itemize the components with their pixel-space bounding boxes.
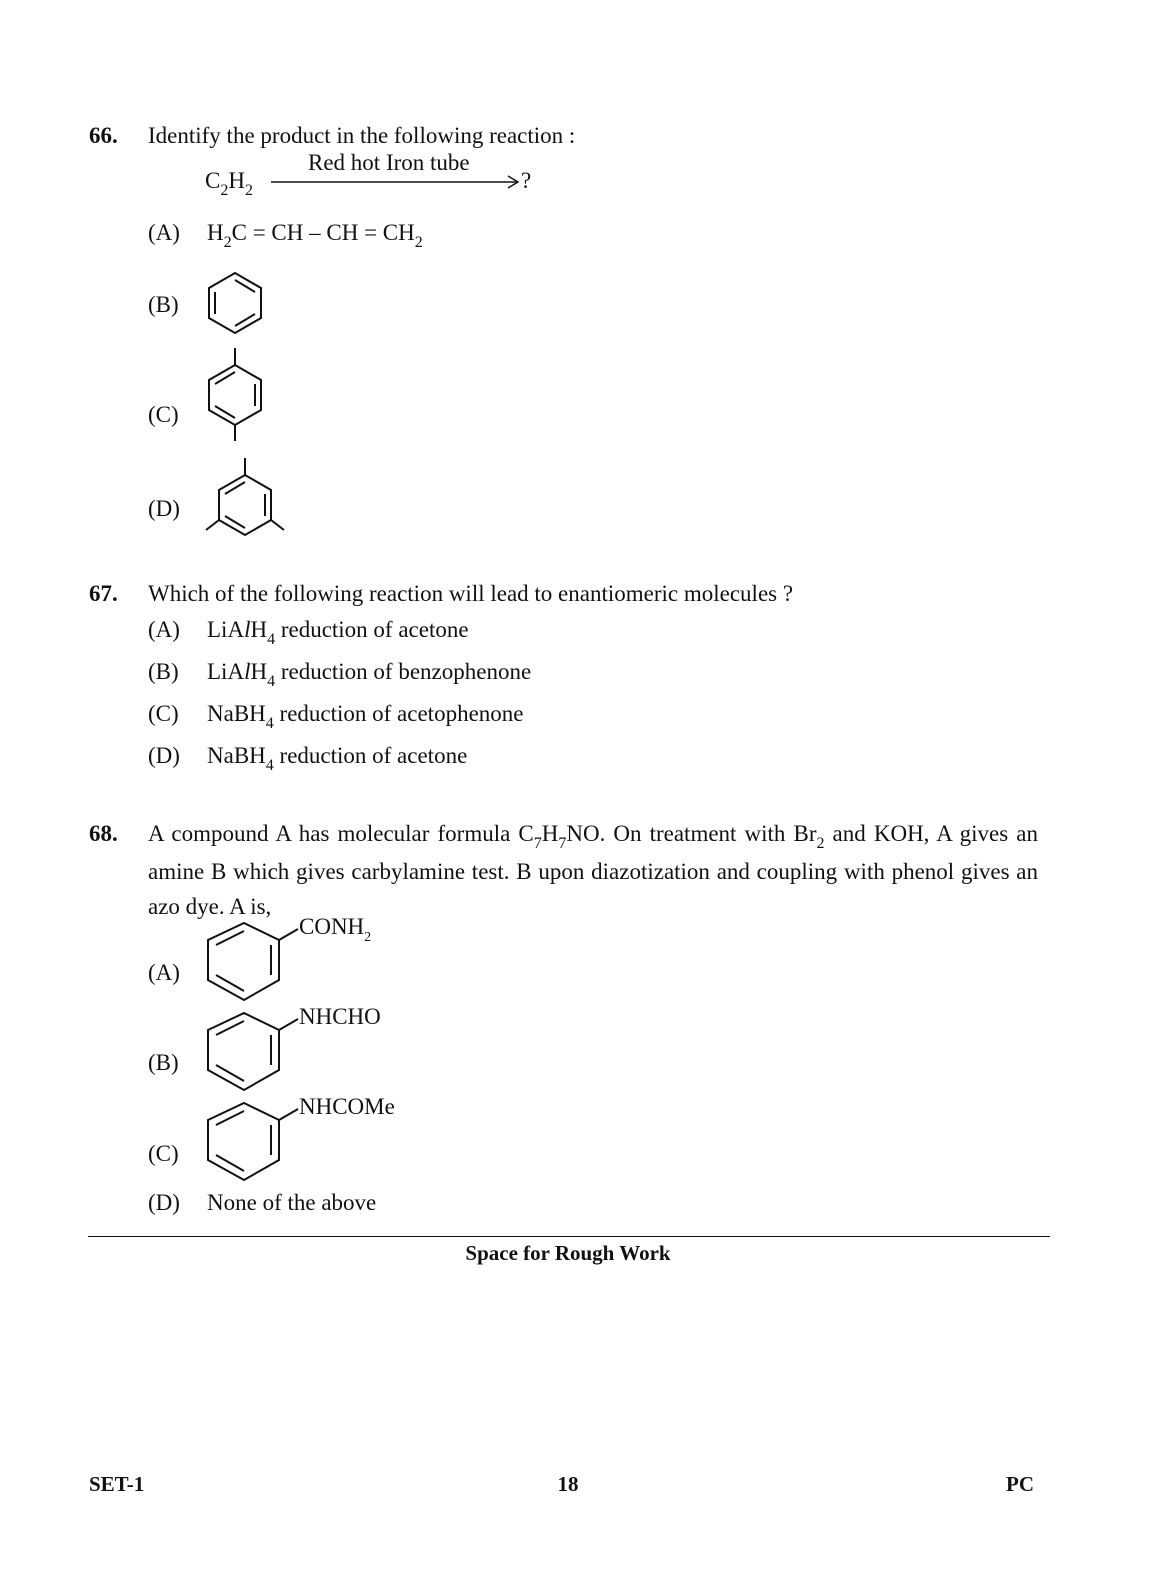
footer-code: PC <box>1006 1472 1034 1496</box>
reaction-equation <box>205 150 545 200</box>
q66-option-b-label: (B) <box>148 292 179 317</box>
acetanilide-structure <box>200 1095 310 1185</box>
q68-option-c-label: (C) <box>148 1141 179 1166</box>
q66-option-a-label: (A) <box>148 220 180 245</box>
product-question-mark: ? <box>521 168 532 193</box>
q68-option-b-label: (B) <box>148 1050 179 1075</box>
q67-option-b-text: LiAlH$_4$ reduction of benzophenone <box>207 659 532 690</box>
question-67-stem: Which of the following reaction will lead to enantiomeric molecules ? <box>148 581 794 606</box>
question-66-number: 66. <box>89 123 118 148</box>
q68-option-b-group: NHCHO <box>299 1004 381 1029</box>
question-68-stem: A compound A has molecular formula $C_7H_7NO$. On treatment with $Br_2$ and KOH, A gives an amine B which gives carbylamine test. B upon diazotization and coupling with phenol gives an azo dye. A is, <box>148 821 1038 919</box>
question-67-number: 67. <box>89 581 118 606</box>
benzamide-structure <box>200 915 310 1005</box>
q68-option-a-group: $CONH_2$ <box>299 914 372 945</box>
q68-option-d-text: None of the above <box>207 1190 377 1215</box>
p-xylene-structure <box>200 345 270 445</box>
q66-option-d-label: (D) <box>148 496 180 521</box>
q68-option-d-label: (D) <box>148 1190 180 1215</box>
q67-option-c-text: NaBH$_4$ reduction of acetophenone <box>207 701 524 732</box>
question-66-stem: Identify the product in the following reaction : <box>148 123 576 148</box>
footer-set-label: SET-1 <box>89 1472 145 1496</box>
formanilide-structure <box>200 1005 310 1095</box>
reaction-condition: Red hot Iron tube <box>308 150 470 175</box>
q67-option-b-label: (B) <box>148 659 179 684</box>
q67-option-c-label: (C) <box>148 701 179 726</box>
q67-option-d-label: (D) <box>148 743 180 768</box>
rough-work-divider <box>88 1236 1050 1237</box>
q67-option-d-text: NaBH$_4$ reduction of acetone <box>207 743 468 774</box>
rough-work-heading: Space for Rough Work <box>465 1241 671 1265</box>
benzene-structure <box>200 268 270 338</box>
q68-option-a-label: (A) <box>148 960 180 985</box>
q67-option-a-text: LiAlH$_4$ reduction of acetone <box>207 617 469 648</box>
q67-option-a-label: (A) <box>148 617 180 642</box>
q66-option-a-text: $H_2C$ = CH – CH = $CH_2$ <box>207 220 423 251</box>
question-68-number: 68. <box>89 821 118 846</box>
footer-page-number: 18 <box>557 1472 579 1496</box>
reactant-formula: $C_2H_2$ <box>205 168 253 199</box>
q66-option-c-label: (C) <box>148 402 179 427</box>
mesitylene-structure <box>200 455 290 535</box>
q68-option-c-group: NHCOMe <box>299 1094 395 1119</box>
reaction-arrow <box>271 172 531 192</box>
